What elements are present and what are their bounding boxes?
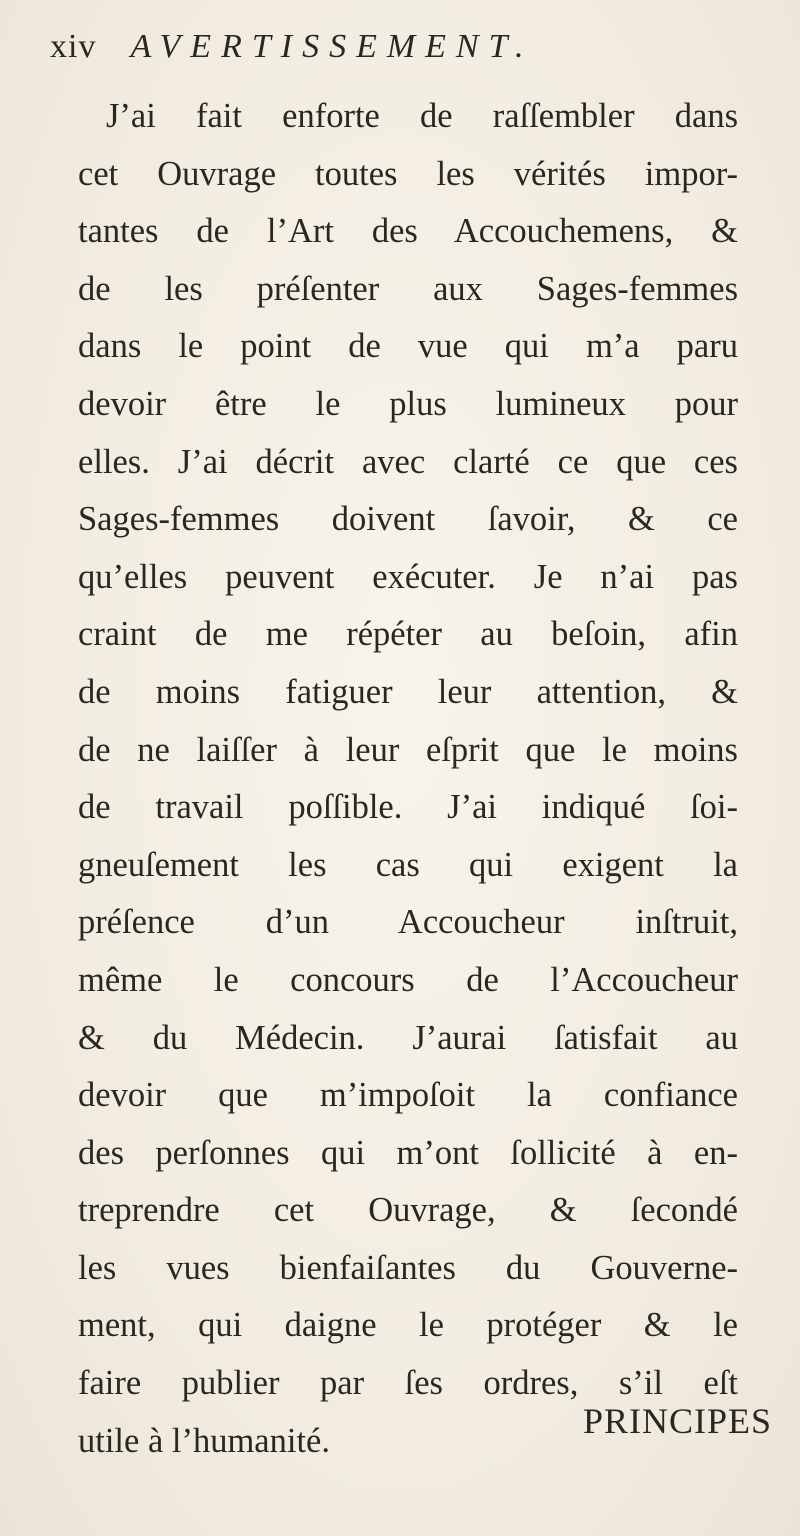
text-line: dans le point de vue qui m’a paru [78, 327, 738, 366]
page-number: xiv [50, 28, 97, 65]
text-line: de travail poſſible. J’ai indiqué ſoi- [78, 788, 738, 827]
text-line: de moins fatiguer leur attention, & [78, 672, 738, 711]
text-line: ment, qui daigne le protéger & le [78, 1306, 738, 1345]
text-line: craint de me répéter au beſoin, afin [78, 615, 738, 654]
catchword: PRINCIPES [582, 1401, 772, 1441]
text-line: même le concours de l’Accoucheur [78, 960, 738, 999]
text-line: tantes de l’Art des Accouchemens, & [78, 212, 738, 251]
running-head [50, 28, 750, 72]
text-line: gneuſement les cas qui exigent la [78, 845, 738, 884]
text-line: faire publier par ſes ordres, s’il eſt [78, 1364, 738, 1403]
text-line: les vues bienfaiſantes du Gouverne- [78, 1248, 738, 1287]
text-line: Sages-femmes doivent ſavoir, & ce [78, 500, 738, 539]
text-line: qu’elles peuvent exécuter. Je n’ai pas [78, 557, 738, 596]
text-line: devoir être le plus lumineux pour [78, 384, 738, 423]
text-line: devoir que m’impoſoit la confiance [78, 1076, 738, 1115]
text-line: préſence d’un Accoucheur inſtruit, [78, 903, 738, 942]
running-title: AVERTISSEMENT. [130, 28, 534, 65]
text-line: J’ai fait enforte de raſſembler dans [106, 97, 738, 135]
text-line: treprendre cet Ouvrage, & ſecondé [78, 1191, 738, 1230]
text-line-last: utile à l’humanité. [78, 1421, 330, 1460]
text-line: de les préſenter aux Sages-femmes [78, 269, 738, 308]
text-line: cet Ouvrage toutes les vérités impor- [78, 154, 738, 193]
text-line: & du Médecin. J’aurai ſatisfait au [78, 1018, 738, 1057]
text-line: de ne laiſſer à leur eſprit que le moins [78, 730, 738, 769]
text-line: elles. J’ai décrit avec clarté ce que ces [78, 442, 738, 481]
body-text [78, 88, 738, 1470]
text-line: des perſonnes qui m’ont ſollicité à en- [78, 1133, 738, 1172]
